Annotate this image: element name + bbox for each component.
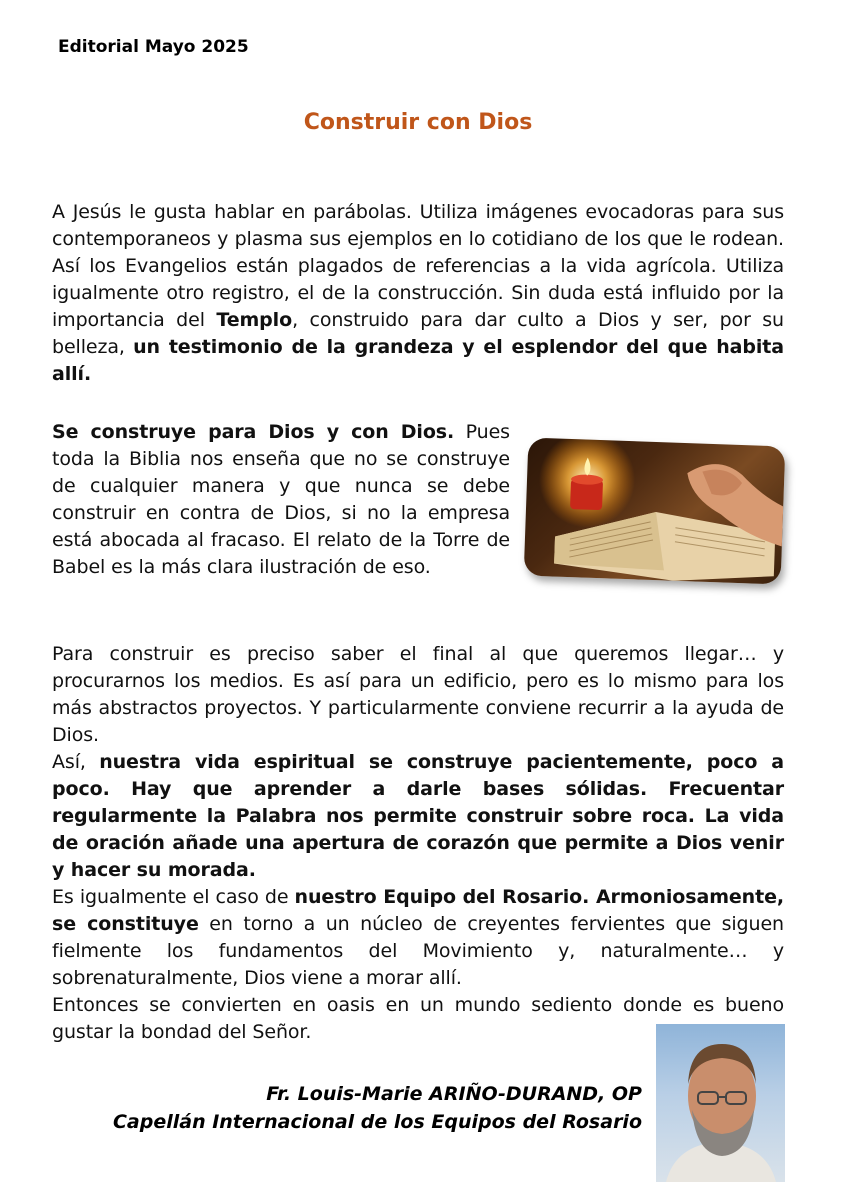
paragraph-construir-para-dios: Se construye para Dios y con Dios. Pues toda la Biblia nos enseña que no se construye de cualquier manera y que nunca se debe construir en contra de Dios, si no la empresa está abocada al fracaso. El relato de la Torre de Babel es la más clara ilustración de eso. [52, 421, 510, 578]
paragraph-construir-final: Para construir es preciso saber el final al que queremos llegar… y procurarnos los medios. Es así para un edificio, pero es lo mismo para los más abstractos proyectos. Y particularmente conviene recurrir a la ayuda de Dios. Así, nuestra vida espiritual se construye pacientemente, poco a poco. Hay que aprender a darle bases sólidas. Frecuentar regularmente la Palabra nos permite construir sobre roca. La vida de oración añade una apertura de corazón que permite a Dios venir y hacer su morada. Es igualmente el caso de nuestro Equipo del Rosario. Armoniosamente, se constituye en torno a un núcleo de creyentes fervientes que siguen fielmente los fundamentos del Movimiento y, naturalmente… y sobrenaturalmente, Dios viene a morar allí. Entonces se convierten en oasis en un mundo sediento donde es bueno gustar la bondad del Señor. [52, 643, 784, 1043]
page-title: Construir con Dios [303, 110, 533, 135]
signature-role: Capellán Internacional de los Equipos del Rosario [112, 1111, 642, 1133]
candle-bible-hands-illustration [524, 438, 786, 585]
signature-name: Fr. Louis-Marie ARIÑO-DURAND, OP [266, 1083, 642, 1105]
prayer-photo [524, 438, 786, 585]
paragraph-intro: A Jesús le gusta hablar en parábolas. Utiliza imágenes evocadoras para sus contemporaneos y plasma sus ejemplos en lo cotidiano de los que le rodean. Así los Evangelios están plagados de referencias a la vida agrícola. Utiliza igualmente otro registro, el de la construcción. Sin duda está influido por la importancia del Templo, construido para dar culto a Dios y ser, por su belleza, un testimonio de la grandeza y el esplendor del que habita allí. [52, 201, 784, 385]
author-portrait-illustration [656, 1024, 785, 1182]
editorial-date: Editorial Mayo 2025 [58, 37, 249, 57]
author-photo [656, 1024, 785, 1182]
